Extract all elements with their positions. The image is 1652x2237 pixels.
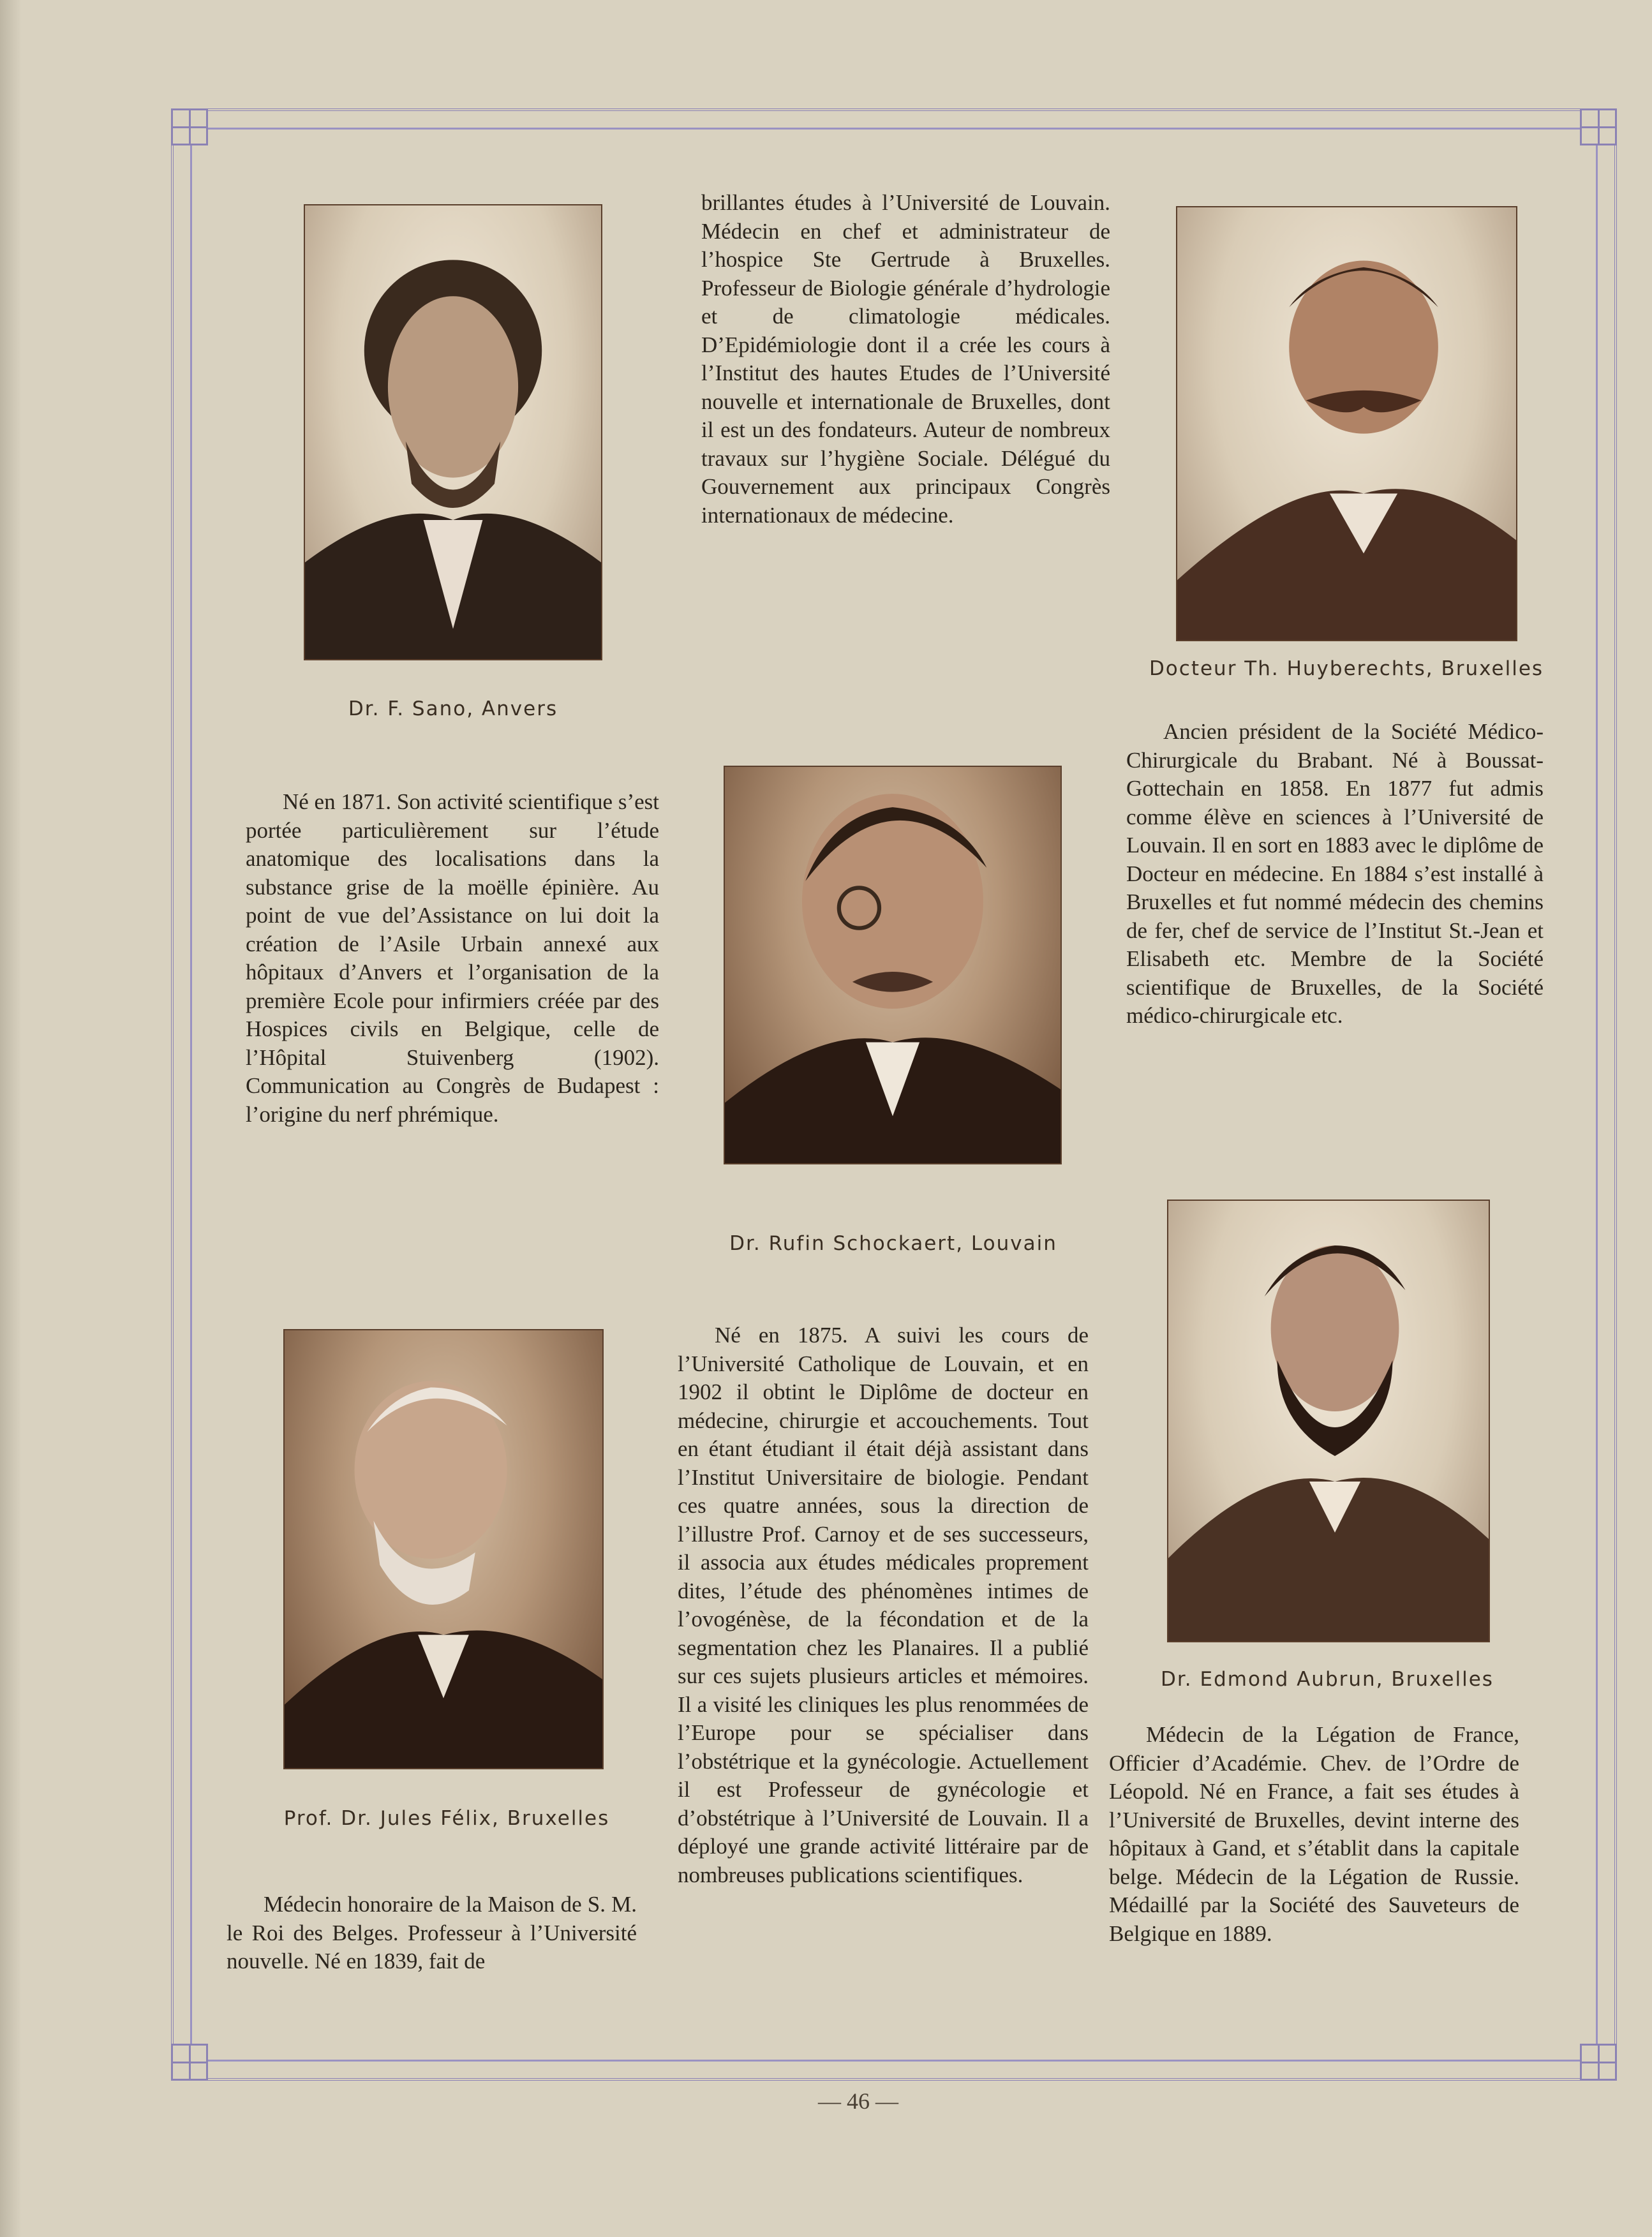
border-corner-ornament: [1580, 2044, 1617, 2081]
text-block-huyberechts: [1126, 718, 1544, 1030]
page-edge-shadow: [0, 0, 22, 2237]
border-corner-ornament: [171, 2044, 208, 2081]
paragraph: Médecin de la Légation de France, Officier d’Académie. Chev. de l’Ordre de Léopold. Né en France, a fait ses études à l’Université de Bruxelles, devint interne des hôpitaux à Gand, et s’établit dans la capitale belge. Médecin de la Légation de Russie. Médaillé par la Société des Sauveteurs de Belgique en 1889.: [1109, 1722, 1519, 1946]
portrait-huyberechts: [1176, 206, 1517, 641]
portrait-caption: Docteur Th. Huyberechts, Bruxelles: [1149, 657, 1544, 680]
text-block-felix-continued: [701, 189, 1110, 530]
portrait-caption: Dr. Edmond Aubrun, Bruxelles: [1161, 1668, 1494, 1691]
paragraph: Médecin honoraire de la Maison de S. M. le Roi des Belges. Professeur à l’Université nouvelle. Né en 1839, fait de: [227, 1892, 637, 1973]
portrait-schockaert: [724, 766, 1062, 1164]
page-number: — 46 —: [818, 2088, 898, 2114]
portrait-aubrun: [1167, 1200, 1490, 1642]
portrait-caption: Dr. Rufin Schockaert, Louvain: [729, 1232, 1057, 1255]
text-block-felix: [227, 1891, 637, 1976]
paragraph: Né en 1871. Son activité scientifique s’est portée particulièrement sur l’étude anatomique des localisations dans la substance grise de la moëlle épinière. Au point de vue del’Assistance on lui doit la création de l’Asile Urbain annexé aux hôpitaux d’Anvers et l’organisation de la première Ecole pour infirmiers créée par des Hospices civils en Belgique, celle de l’Hôpital Stuivenberg (1902). Communication au Congrès de Budapest : l’origine du nerf phrémique.: [246, 789, 659, 1127]
portrait-caption: Prof. Dr. Jules Félix, Bruxelles: [283, 1807, 610, 1830]
paragraph: brillantes études à l’Université de Louvain. Médecin en chef et administrateur de l’hospice Ste Gertrude à Bruxelles. Professeur de Biologie générale d’hydrologie et de climatologie médicales. D’Epidémiologie dont il a crée les cours à l’Institut des hautes Etudes de l’Université nouvelle et internationale de Bruxelles, dont il est un des fondateurs. Auteur de nombreux travaux sur l’hygiène Sociale. Délégué du Gouvernement aux principaux Congrès internationaux de médecine.: [701, 190, 1110, 528]
text-block-schockaert: [678, 1321, 1089, 1889]
portrait-caption: Dr. F. Sano, Anvers: [348, 697, 558, 720]
portrait-felix: [283, 1329, 604, 1769]
paragraph: Né en 1875. A suivi les cours de l’Université Catholique de Louvain, et en 1902 il obtint le Diplôme de docteur en médecine, chirurgie et accouchements. Tout en étant étudiant il était déjà assistant dans l’Institut Universitaire de biologie. Pendant ces quatre années, sous la direction de l’illustre Prof. Carnoy et de ses successeurs, il associa aux études médicales proprement dites, l’étude des phénomènes intimes de l’ovogénèse, de la fécondation et de la segmentation chez les Planaires. Il a publié sur ces sujets plusieurs articles et mémoires. Il a visité les cliniques les plus renommées de l’Europe pour se spécialiser dans l’obstétrique et la gynécologie. Actuellement il est Professeur de gynécologie et d’obstétrique à l’Université de Louvain. Il a déployé une grande activité littéraire par de nombreuses publications scientifiques.: [678, 1323, 1089, 1887]
paragraph: Ancien président de la Société Médico-Chirurgicale du Brabant. Né à Boussat-Gottechain en 1858. En 1877 fut admis comme élève en sciences à l’Université de Louvain. Il en sort en 1883 avec le diplôme de Docteur en médecine. En 1884 s’est installé à Bruxelles et fut nommé médecin des chemins de fer, chef de service de l’Institut St.-Jean et Elisabeth etc. Membre de la Société scientifique de Bruxelles, de la Société médico-chirurgicale etc.: [1126, 719, 1544, 1028]
border-corner-ornament: [1580, 108, 1617, 145]
text-block-aubrun: [1109, 1721, 1519, 1948]
portrait-sano: [304, 204, 602, 660]
border-corner-ornament: [171, 108, 208, 145]
text-block-sano: [246, 788, 659, 1129]
